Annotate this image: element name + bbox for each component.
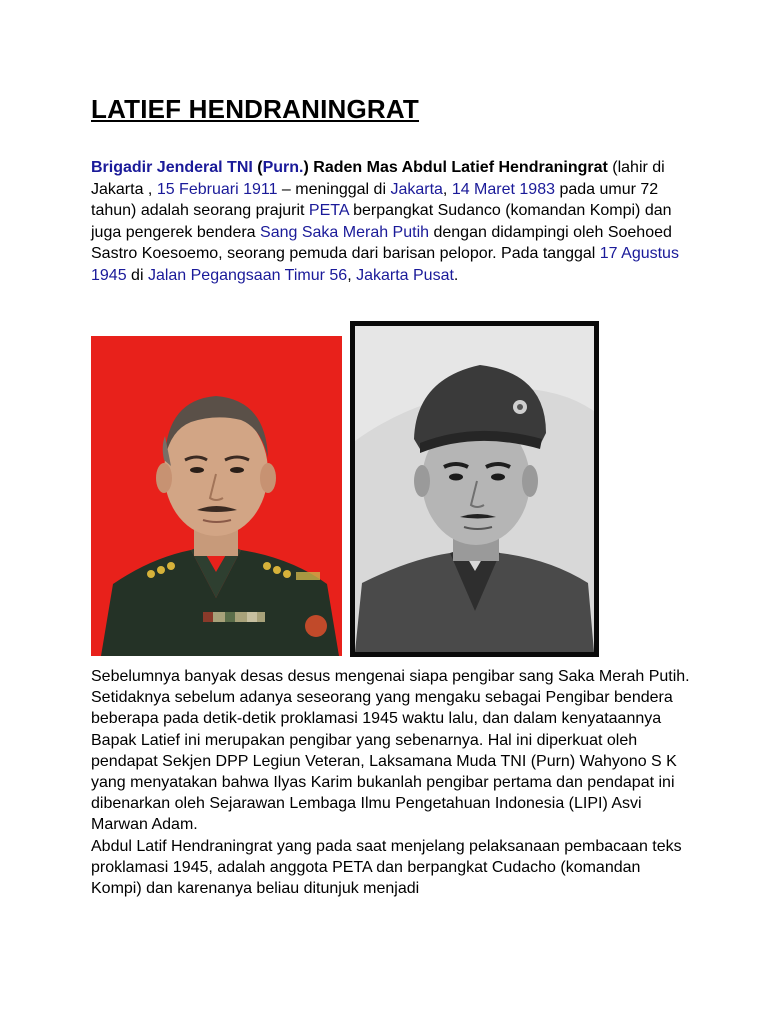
intro-link[interactable]: Jakarta xyxy=(390,180,443,198)
intro-text: ) Raden Mas Abdul Latief Hendraningrat xyxy=(303,159,608,176)
portrait-color-uniform xyxy=(91,336,342,656)
intro-text: di xyxy=(126,266,148,284)
intro-paragraph xyxy=(91,157,691,286)
document-title: LATIEF HENDRANINGRAT xyxy=(91,94,420,124)
body-paragraphs xyxy=(91,666,691,899)
intro-link[interactable]: Brigadir Jenderal TNI xyxy=(91,159,253,176)
intro-text: ( xyxy=(252,159,263,176)
intro-link[interactable]: 15 Februari 1911 xyxy=(156,180,278,198)
intro-link[interactable]: Jakarta Pusat xyxy=(356,266,454,284)
intro-link[interactable]: 14 Maret 1983 xyxy=(451,180,555,198)
intro-link[interactable]: Sang Saka Merah Putih xyxy=(260,223,430,241)
intro-link[interactable]: Jalan Pegangsaan Timur 56 xyxy=(147,266,348,284)
intro-text: berpangkat Sudanco (komandan Kompi) dan juga pengerek bendera xyxy=(91,202,672,241)
intro-link[interactable]: PETA xyxy=(308,202,349,219)
intro-text: dengan didampingi oleh Soehoed Sastro Koesoemo, seorang pemuda dari barisan pelopor. Pada tanggal xyxy=(91,223,672,262)
body-paragraph: Sebelumnya banyak desas desus mengenai siapa pengibar sang Saka Merah Putih. Setidaknya sebelum adanya seseorang yang mengaku sebagai Pengibar bendera beberapa pada detik-detik proklamasi 1945 waktu lalu, dan dalam kenyataannya Bapak Latief ini merupakan pengibar yang sebenarnya. Hal ini diperkuat oleh pendapat Sekjen DPP Legiun Veteran, Laksamana Muda TNI (Purn) Wahyono S K yang menyatakan bahwa Ilyas Karim bukanlah pengibar pertama dan pendapat ini dibenarkan oleh Sejarawan Lembaga Ilmu Pengetahuan Indonesia (LIPI) Asvi Marwan Adam. xyxy=(91,668,690,834)
body-paragraph: Abdul Latif Hendraningrat yang pada saat menjelang pelaksanaan pembacaan teks proklamasi 1945, adalah anggota PETA dan berpangkat Cudacho (komandan Kompi) dan karenanya beliau ditunjuk menjadi xyxy=(91,837,682,898)
intro-text: . xyxy=(453,266,459,284)
intro-text: pada umur 72 tahun) adalah seorang prajurit xyxy=(91,180,659,219)
intro-link[interactable]: 17 Agustus 1945 xyxy=(91,245,679,284)
intro-text: (lahir di Jakarta , xyxy=(91,159,665,198)
intro-text: – meninggal di xyxy=(277,180,391,198)
intro-text: , xyxy=(347,266,357,284)
intro-link[interactable]: Purn. xyxy=(262,159,304,176)
intro-text: , xyxy=(442,180,452,198)
portrait-bw-cap xyxy=(350,321,599,657)
